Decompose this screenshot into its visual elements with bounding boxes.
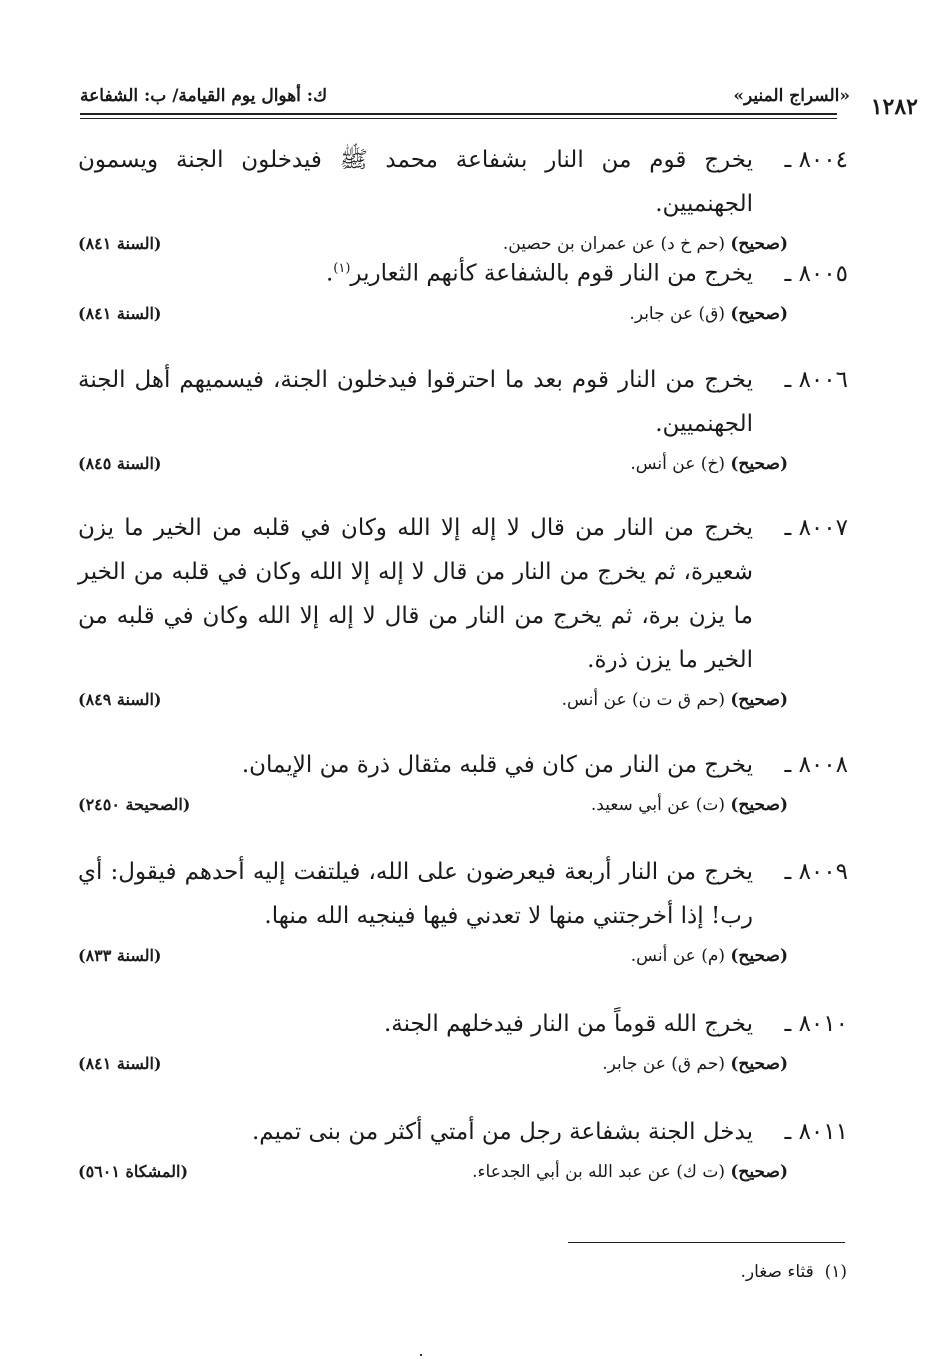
hadith-8011 — [78, 1110, 848, 1192]
hadith-body: يخرج من النار قوم بالشفاعة كأنهم الثعارير — [350, 260, 753, 287]
header-rule-thick — [80, 113, 837, 115]
hadith-number: ٨٠٠٤ ـ — [784, 147, 848, 173]
hadith-grading — [78, 300, 848, 334]
source-reference: (المشكاة ٥٦٠١) — [78, 1162, 189, 1181]
source-reference: (السنة ٨٣٣) — [78, 946, 162, 965]
hadith-number: ٨٠٠٦ ـ — [784, 367, 848, 393]
hadith-text — [78, 138, 848, 226]
hadith-8008 — [78, 743, 848, 825]
narrators: (م) عن أنس. — [630, 946, 725, 966]
hadith-grading — [78, 450, 848, 484]
footnote-marker: (١) — [824, 1262, 847, 1282]
source-reference: (السنة ٨٤٩) — [78, 690, 162, 709]
hadith-8010 — [78, 1002, 848, 1084]
narrators: (حم ق ت ن) عن أنس. — [561, 690, 725, 710]
hadith-number: ٨٠٠٩ ـ — [784, 859, 848, 885]
hadith-grading — [78, 791, 848, 825]
hadith-body: يخرج الله قوماً من النار فيدخلهم الجنة. — [383, 1011, 753, 1037]
grade-label: (صحيح) — [730, 690, 788, 710]
grade-label: (صحيح) — [730, 234, 788, 254]
page-number: ١٢٨٢ — [870, 94, 918, 120]
grade-line — [631, 946, 788, 966]
grade-label: (صحيح) — [730, 303, 788, 324]
hadith-text — [78, 247, 848, 296]
hadith-grading — [78, 686, 848, 720]
hadith-text — [78, 1110, 848, 1154]
chapter-title: ك: أهوال يوم القيامة/ ب: الشفاعة — [80, 86, 328, 106]
source-reference: (السنة ٨٤١) — [78, 1054, 162, 1073]
footnote-rule — [568, 1242, 845, 1243]
book-title: «السراج المنير» — [733, 86, 850, 106]
hadith-8006 — [78, 358, 848, 484]
grade-line — [472, 1162, 788, 1182]
hadith-body: يخرج قوم من النار بشفاعة محمد ﷺ فيدخلون الجنة ويسمون الجهنميين. — [78, 147, 753, 217]
hadith-grading — [78, 1050, 848, 1084]
hadith-text — [78, 506, 848, 682]
source-reference: (السنة ٨٤١) — [78, 234, 162, 253]
hadith-body: يخرج من النار قوم بعد ما احترقوا فيدخلون الجنة، فيسميهم أهل الجنة الجهنميين. — [78, 367, 753, 437]
source-reference: (السنة ٨٤١) — [78, 303, 162, 323]
hadith-text — [78, 1002, 848, 1046]
hadith-number: ٨٠١٠ ـ — [784, 1011, 848, 1037]
grade-line — [629, 304, 788, 324]
grade-label: (صحيح) — [730, 795, 788, 815]
footnote-text: قثاء صغار. — [740, 1262, 814, 1282]
grade-line — [562, 690, 788, 710]
grade-line — [591, 795, 788, 815]
hadith-text — [78, 743, 848, 787]
grade-line — [630, 454, 788, 474]
hadith-body-end: . — [325, 260, 334, 287]
footnote-ref: (١) — [333, 261, 351, 276]
grade-label: (صحيح) — [730, 946, 788, 966]
hadith-body: يدخل الجنة بشفاعة رجل من أمتي أكثر من بنى تميم. — [251, 1119, 753, 1145]
source-reference: (السنة ٨٤٥) — [78, 454, 162, 473]
header-rule-thin — [80, 118, 837, 119]
grade-label: (صحيح) — [730, 1054, 788, 1074]
hadith-grading — [78, 1158, 848, 1192]
hadith-body: يخرج من النار أربعة فيعرضون على الله، فيلتفت إليه أحدهم فيقول: أي رب! إذا أخرجتني منها لا تعدني فيها فينجيه الله منها. — [78, 859, 753, 929]
footnote — [741, 1262, 848, 1282]
hadith-body: يخرج من النار من قال لا إله إلا الله وكان في قلبه من الخير ما يزن شعيرة، ثم يخرج من النار من قال لا إله إلا الله وكان في قلبه من الخير ما يزن برة، ثم يخرج من النار من قال لا إله إلا الله وكان في قلبه من الخير ما يزن ذرة. — [78, 515, 753, 673]
narrators: (ق) عن جابر. — [629, 303, 725, 324]
hadith-grading — [78, 942, 848, 976]
grade-label: (صحيح) — [730, 1162, 788, 1182]
narrators: (ت ك) عن عبد الله بن أبي الجدعاء. — [472, 1162, 725, 1182]
hadith-text — [78, 850, 848, 938]
narrators: (حم ق) عن جابر. — [602, 1054, 725, 1074]
narrators: (ت) عن أبي سعيد. — [590, 795, 725, 815]
source-reference: (الصحيحة ٢٤٥٠) — [78, 795, 191, 814]
hadith-text — [78, 358, 848, 446]
grade-label: (صحيح) — [730, 454, 788, 474]
hadith-8004 — [78, 138, 848, 264]
scan-speck — [420, 1354, 422, 1356]
grade-line — [602, 1054, 788, 1074]
hadith-body: يخرج من النار من كان في قلبه مثقال ذرة من الإيمان. — [241, 752, 753, 778]
hadith-8009 — [78, 850, 848, 976]
hadith-number: ٨٠٠٨ ـ — [784, 752, 848, 778]
hadith-number: ٨٠٠٧ ـ — [784, 515, 848, 541]
hadith-8007 — [78, 506, 848, 720]
hadith-number: ٨٠٠٥ ـ — [784, 260, 848, 287]
hadith-number: ٨٠١١ ـ — [784, 1119, 848, 1145]
narrators: (حم خ د) عن عمران بن حصين. — [502, 234, 725, 254]
narrators: (خ) عن أنس. — [630, 454, 725, 474]
hadith-8005 — [78, 247, 848, 334]
